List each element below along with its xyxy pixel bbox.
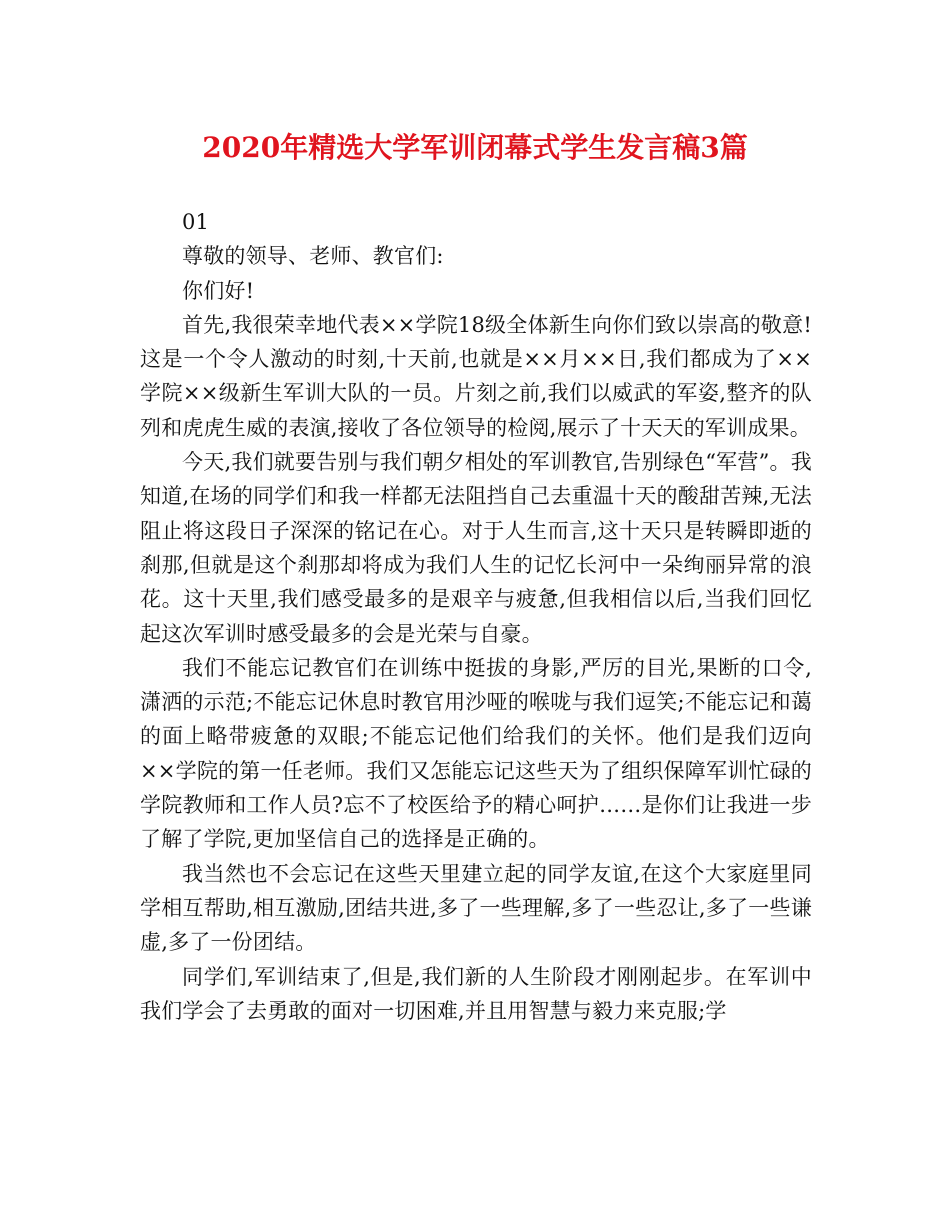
greeting: 你们好!: [182, 278, 255, 303]
paragraph: 同学们,军训结束了,但是,我们新的人生阶段才刚刚起步。在军训中我们学会了去勇敢的面对一切困难,并且用智慧与毅力来克服;学: [140, 964, 812, 1023]
document-body: [140, 205, 812, 1028]
paragraph: 今天,我们就要告别与我们朝夕相处的军训教官,告别绿色“军营”。我知道,在场的同学们和我一样都无法阻挡自己去重温十天的酸甜苦辣,无法阻止将这段日子深深的铭记在心。对于人生而言,这十天只是转瞬即逝的刹那,但就是这个刹那却将成为我们人生的记忆长河中一朵绚丽异常的浪花。这十天里,我们感受最多的是艰辛与疲惫,但我相信以后,当我们回忆起这次军训时感受最多的会是光荣与自豪。: [140, 450, 812, 646]
paragraph: 首先,我很荣幸地代表××学院18级全体新生向你们致以崇高的敬意!这是一个令人激动的时刻,十天前,也就是××月××日,我们都成为了××学院××级新生军训大队的一员。片刻之前,我们以威武的军姿,整齐的队列和虎虎生威的表演,接收了各位领导的检阅,展示了十天天的军训成果。: [140, 312, 812, 440]
salutation: 尊敬的领导、老师、教官们:: [182, 244, 444, 269]
section-number: 01: [182, 210, 210, 234]
paragraph: 我们不能忘记教官们在训练中挺拔的身影,严厉的目光,果断的口令,潇洒的示范;不能忘记休息时教官用沙哑的喉咙与我们逗笑;不能忘记和蔼的面上略带疲惫的双眼;不能忘记他们给我们的关怀。他们是我们迈向××学院的第一任老师。我们又怎能忘记这些天为了组织保障军训忙碌的学院教师和工作人员?忘不了校医给予的精心呵护……是你们让我进一步了解了学院,更加坚信自己的选择是正确的。: [140, 655, 812, 852]
paragraph: 我当然也不会忘记在这些天里建立起的同学友谊,在这个大家庭里同学相互帮助,相互激励,团结共进,多了一些理解,多了一些忍让,多了一些谦虚,多了一份团结。: [140, 861, 812, 955]
page-title: 2020年精选大学军训闭幕式学生发言稿3篇: [202, 131, 748, 164]
